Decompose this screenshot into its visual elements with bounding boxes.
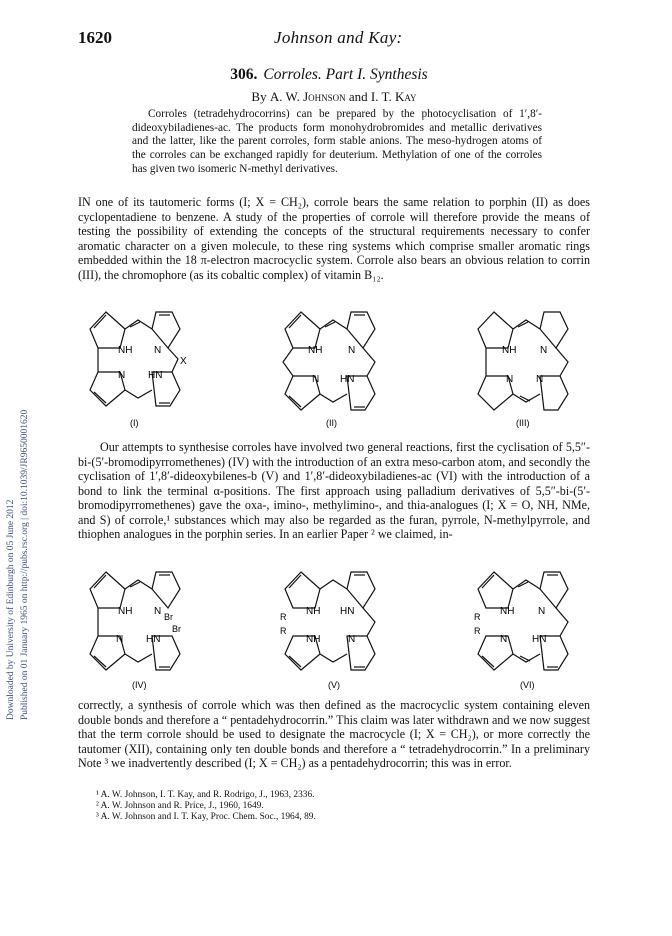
structure-V-nh: NH: [306, 606, 321, 617]
structure-I-n-bottom: N: [118, 370, 126, 381]
running-title: Johnson and Kay:: [274, 28, 403, 47]
article-number: 306.: [230, 66, 258, 83]
structure-V-hn: HN: [340, 606, 355, 617]
footnote-2: ² A. W. Johnson and R. Price, J., 1960, 1649.: [96, 801, 264, 812]
structure-II: [283, 312, 375, 410]
author-1: A. W. Johnson: [269, 89, 346, 104]
byline-by: By: [251, 89, 267, 104]
structure-V: [285, 572, 375, 670]
structure-II-n: N: [348, 345, 356, 356]
byline: [78, 89, 590, 105]
structure-I-label: (I): [130, 418, 139, 428]
structure-IV-nh: NH: [118, 606, 133, 617]
structure-V-r-top: R: [280, 612, 287, 622]
structure-I-n: N: [154, 345, 162, 356]
structure-VI-hn: HN: [532, 634, 547, 645]
structure-VI-label: (VI): [520, 680, 535, 690]
article-title: [78, 66, 590, 84]
structure-III-label: (III): [516, 418, 530, 428]
structure-II-hn: HN: [340, 374, 355, 385]
structure-IV-hn: HN: [146, 634, 161, 645]
structure-VI: [478, 572, 568, 670]
structure-II-nh: NH: [308, 345, 323, 356]
structure-VI-r-bottom: R: [474, 626, 481, 636]
article-title-text: Corroles. Part I. Synthesis: [263, 66, 428, 83]
structure-V-n-bottom: N: [348, 634, 356, 645]
structures-row-1: [80, 302, 592, 432]
structure-VI-n-bottom: N: [500, 634, 508, 645]
structure-VI-nh: NH: [500, 606, 515, 617]
footnotes: [96, 790, 576, 824]
structure-V-r-bottom: R: [280, 626, 287, 636]
structure-IV-label: (IV): [132, 680, 147, 690]
download-stamp: [4, 180, 40, 720]
structure-III: [478, 312, 568, 410]
structure-V-label: (V): [328, 680, 340, 690]
byline-and: and: [348, 89, 368, 104]
author-2: I. T. Kay: [370, 89, 417, 104]
paragraph-3: correctly, a synthesis of corrole which was then defined as the macrocyclic system containing eleven double bonds and therefore a “ pentadehydrocorrin.” This claim was later withdrawn and we now suggest that the term corrole should be used to designate the macrocycle (I; X = CH₂), or more correctly the tautomer (XII), containing only ten double bonds and therefore a “ tetradehydrocorrin.” In a preliminary Note ³ we inadvertently described (I; X = CH₂) as a pentadehydrocorrin; this was in error.: [78, 698, 590, 770]
structure-III-n-right: N: [536, 374, 544, 385]
structure-IV-n-bottom: N: [116, 634, 124, 645]
downloaded-note: Downloaded by University of Edinburgh on 05 June 2012: [6, 499, 16, 720]
paragraph-1: IN one of its tautomeric forms (I; X = CH₂), corrole bears the same relation to porphin (II) as does cyclopentadiene to benzene. A study of the properties of corrole will therefore provide the means of testing the possibility of extending the concepts of the structural requirements necessary to confer aromatic character on a given molecule, to these ring systems which comprise smaller aromatic rings embedded within the 18 π-electron macrocyclic system. Corrole also bears an obvious relation to corrin (III), the chromophore (as its cobaltic complex) of vitamin B₁₂.: [78, 195, 590, 282]
structure-VI-n: N: [538, 606, 546, 617]
structure-I-hn: HN: [148, 370, 163, 381]
structure-III-n-bottom: N: [506, 374, 514, 385]
structure-V-nh-bottom: NH: [306, 634, 321, 645]
structure-II-n-bottom: N: [312, 374, 320, 385]
structure-I-x: X: [180, 356, 187, 367]
structure-IV-br-bottom: Br: [172, 624, 181, 634]
structure-I: [90, 312, 180, 406]
structure-III-nh: NH: [502, 345, 517, 356]
structure-I-nh: NH: [118, 345, 133, 356]
paragraph-2: Our attempts to synthesise corroles have involved two general reactions, first the cyclisation of 5,5″-bi-(5′-bromodipyrromethenes) (IV) with the introduction of an extra meso-carbon atom, and secondly the cyclisation of 1′,8′-dideoxybilenes-b (V) and 1′,8′-dideoxybiladienes-ac (VI) with the introduction of a bond to link the terminal α-positions. The first approach using palladium derivatives of 5,5″-bi-(5′-bromodipyrromethenes) gave the oxa-, imino-, methylimino-, and thia-analogues (I; X = O, NH, NMe, and S) of corrole,¹ substances which may also be regarded as the furan, pyrrole, N-methylpyrrole, and thiophen analogues in the porphin series. In an earlier Paper ² we claimed, in-: [78, 440, 590, 541]
published-note: Published on 01 January 1965 on http://pubs.rsc.org | doi:10.1039/JR9650001620: [20, 409, 30, 720]
structure-III-n: N: [540, 345, 548, 356]
structures-row-2: [80, 562, 592, 694]
structure-IV-br-top: Br: [164, 612, 173, 622]
structure-II-label: (II): [326, 418, 337, 428]
page-number: 1620: [78, 28, 112, 47]
structure-VI-r-top: R: [474, 612, 481, 622]
structure-IV-n: N: [154, 606, 162, 617]
abstract: Corroles (tetradehydrocorrins) can be prepared by the photocyclisation of 1′,8′-dideoxybiladienes-ac. The products form monohydrobromides and metallic derivatives and the latter, like the parent corroles, form stable anions. The meso-hydrogen atoms of the corroles can be exchanged rapidly for deuterium. Methylation of one of the corroles has given two isomeric N-methyl derivatives.: [132, 108, 542, 175]
footnote-3: ³ A. W. Johnson and I. T. Kay, Proc. Chem. Soc., 1964, 89.: [96, 812, 316, 823]
footnote-1: ¹ A. W. Johnson, I. T. Kay, and R. Rodrigo, J., 1963, 2336.: [96, 790, 315, 800]
page-header: [78, 28, 590, 50]
